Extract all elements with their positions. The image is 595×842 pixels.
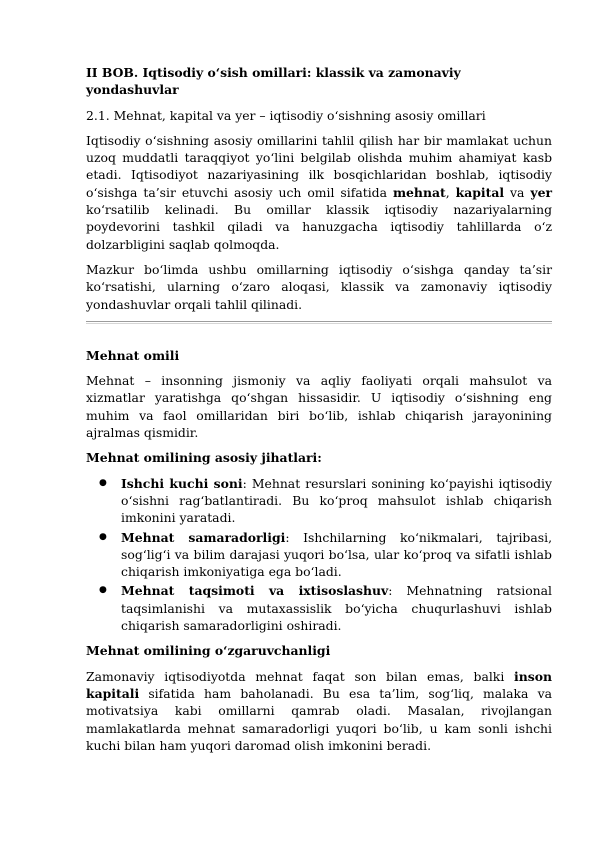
labor-change-paragraph [86, 668, 552, 754]
aspect-text: : Mehnatning ratsional taqsimlanishi va mutaxassislik bo‘yicha chuqurlashuvi ishlab chiqarish samaradorligini oshiradi. [121, 583, 552, 634]
separator: , [445, 184, 456, 200]
bullet-dot-icon: ● [99, 585, 107, 596]
intro-paragraph-1 [86, 132, 552, 253]
change-text: Zamonaviy iqtisodiyotda mehnat faqat son bilan emas, balki [86, 668, 515, 684]
labor-change-heading: Mehnat omilining o‘zgaruvchanligi [86, 643, 331, 659]
term-inson-kapitali: inson kapitali [86, 668, 552, 701]
aspect-term: Ishchi kuchi soni [121, 475, 243, 491]
aspect-term: Mehnat samaradorligi [121, 529, 286, 545]
term-kapital: kapital [455, 184, 505, 200]
labor-heading: Mehnat omili [86, 347, 180, 363]
bullet-dot-icon: ● [99, 531, 107, 542]
separator: va [504, 184, 531, 200]
bullet-dot-icon: ● [99, 477, 107, 488]
labor-definition: Mehnat – insonning jismoniy va aqliy faoliyati orqali mahsulot va xizmatlar yaratishga qo‘shgan hissasidir. U iqtisodiy o‘sishning eng muhim va faol omillaridan biri bo‘lib, ishlab chiqarish jarayonining ajralmas qismidir. [86, 373, 552, 441]
section-title: 2.1. Mehnat, kapital va yer – iqtisodiy o‘sishning asosiy omillari [86, 107, 486, 123]
intro-paragraph-2: Mazkur bo‘limda ushbu omillarning iqtisodiy o‘sishga qanday ta’sir ko‘rsatishi, ularning o‘zaro aloqasi, klassik va zamonaviy iqtisodiy yondashuvlar orqali tahlil qilinadi. [86, 261, 552, 312]
aspect-term: Mehnat taqsimoti va ixtisoslashuv [121, 583, 389, 599]
aspect-text: : Ishchilarning ko‘nikmalari, tajribasi, sog‘lig‘i va bilim darajasi yuqori bo‘lsa, ular ko‘proq va sifatli ishlab chiqarish imkoniyatiga ega bo‘ladi. [121, 529, 553, 580]
aspect-text: : Mehnat resurslari sonining ko‘payishi iqtisodiy o‘sishni rag‘batlantiradi. Bu ko‘proq mahsulot ishlab chiqarish imkonini yaratadi. [121, 475, 553, 526]
intro-text: Iqtisodiy o‘sishning asosiy omillarini tahlil qilish har bir mamlakat uchun uzoq muddatli taraqqiyot yo‘lini belgilab olishda muhim ahamiyat kasb etadi. Iqtisodiyot nazariyasining ilk bosqichlaridan boshlab, iqtisodiy o‘sishga ta’sir etuvchi asosiy uch omil sifatida [86, 132, 552, 200]
change-text: sifatida ham baholanadi. Bu esa ta’lim, sog‘liq, malaka va motivatsiya kabi omillarni qamrab oladi. Masalan, rivojlangan mamlakatlarda mehnat samaradorligi yuqori bo‘lib, u kam sonli ishchi kuchi bilan ham yuqori daromad olish imkonini beradi. [86, 685, 552, 753]
term-mehnat: mehnat [392, 184, 446, 200]
list-item [86, 475, 552, 527]
term-yer: yer [530, 184, 552, 200]
document-page [86, 64, 552, 762]
list-item [86, 582, 552, 634]
section-divider [86, 321, 552, 324]
labor-aspects-heading: Mehnat omilining asosiy jihatlari: [86, 450, 322, 466]
chapter-title: II BOB. Iqtisodiy o‘sish omillari: klassik va zamonaviy yondashuvlar [86, 65, 461, 98]
intro-text: ko‘rsatilib kelinadi. Bu omillar klassik iqtisodiy nazariyalarning poydevorini tashkil qiladi va hanuzgacha iqtisodiy tahlillarda o‘z dolzarbligini saqlab qolmoqda. [86, 202, 552, 252]
labor-aspects-list [86, 475, 552, 635]
list-item [86, 529, 552, 581]
